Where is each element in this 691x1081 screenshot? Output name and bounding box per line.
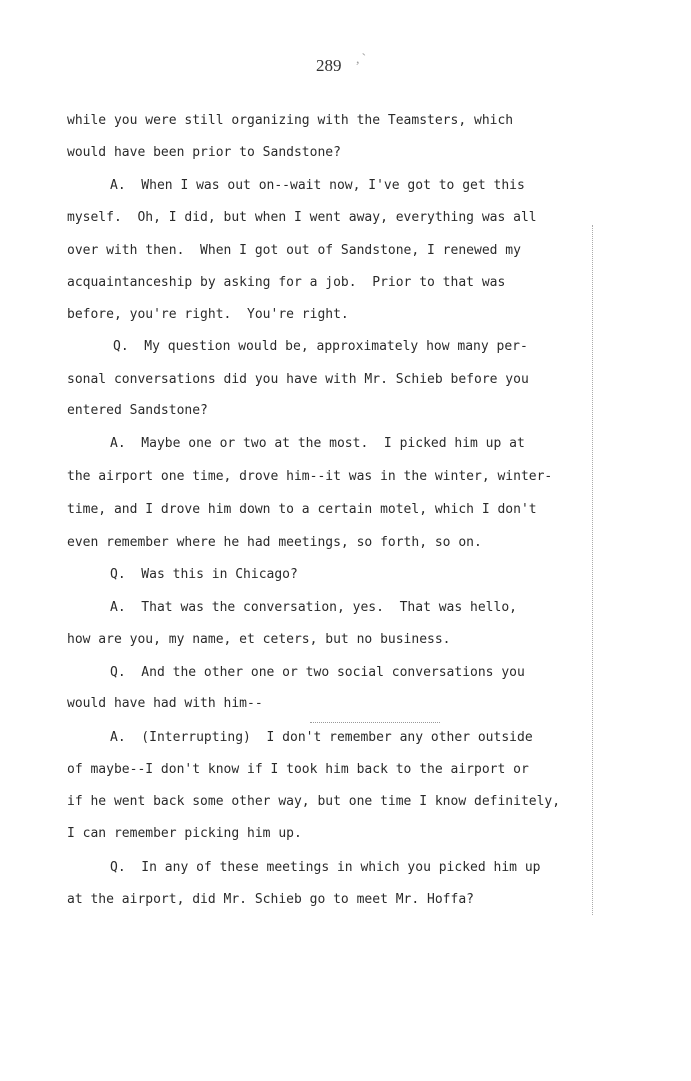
transcript-line: Q. Was this in Chicago? xyxy=(110,567,298,582)
transcript-line: entered Sandstone? xyxy=(67,403,208,418)
transcript-line: how are you, my name, et ceters, but no business. xyxy=(67,632,451,647)
transcript-line: before, you're right. You're right. xyxy=(67,307,349,322)
transcript-line: while you were still organizing with the Teamsters, which xyxy=(67,113,514,128)
transcript-line: the airport one time, drove him--it was in the winter, winter- xyxy=(67,469,553,484)
margin-rule xyxy=(592,225,593,915)
transcript-line: would have had with him-- xyxy=(67,696,263,711)
transcript-line: A. Maybe one or two at the most. I picked him up at xyxy=(110,436,525,451)
ink-smudge xyxy=(310,722,440,723)
transcript-line: myself. Oh, I did, but when I went away, everything was all xyxy=(67,210,537,225)
transcript-line: Q. In any of these meetings in which you picked him up xyxy=(110,860,541,875)
transcript-line: even remember where he had meetings, so forth, so on. xyxy=(67,535,482,550)
transcript-line: time, and I drove him down to a certain motel, which I don't xyxy=(67,502,537,517)
page-number: 289 xyxy=(316,56,342,75)
transcript-line: A. That was the conversation, yes. That was hello, xyxy=(110,600,517,615)
transcript-line: if he went back some other way, but one time I know definitely, xyxy=(67,794,561,809)
transcript-line: at the airport, did Mr. Schieb go to meet Mr. Hoffa? xyxy=(67,892,474,907)
transcript-line: Q. My question would be, approximately how many per- xyxy=(113,339,528,354)
transcript-line: A. (Interrupting) I don't remember any other outside xyxy=(110,730,533,745)
transcript-line: over with then. When I got out of Sandstone, I renewed my xyxy=(67,243,521,258)
transcript-line: Q. And the other one or two social conversations you xyxy=(110,665,525,680)
transcript-line: A. When I was out on--wait now, I've got to get this xyxy=(110,178,525,193)
transcript-line: I can remember picking him up. xyxy=(67,826,302,841)
transcript-line: of maybe--I don't know if I took him back to the airport or xyxy=(67,762,529,777)
transcript-line: would have been prior to Sandstone? xyxy=(67,145,341,160)
transcript-line: acquaintanceship by asking for a job. Prior to that was xyxy=(67,275,506,290)
transcript-line: sonal conversations did you have with Mr. Schieb before you xyxy=(67,372,529,387)
page-number-mark: ,` xyxy=(356,52,369,67)
